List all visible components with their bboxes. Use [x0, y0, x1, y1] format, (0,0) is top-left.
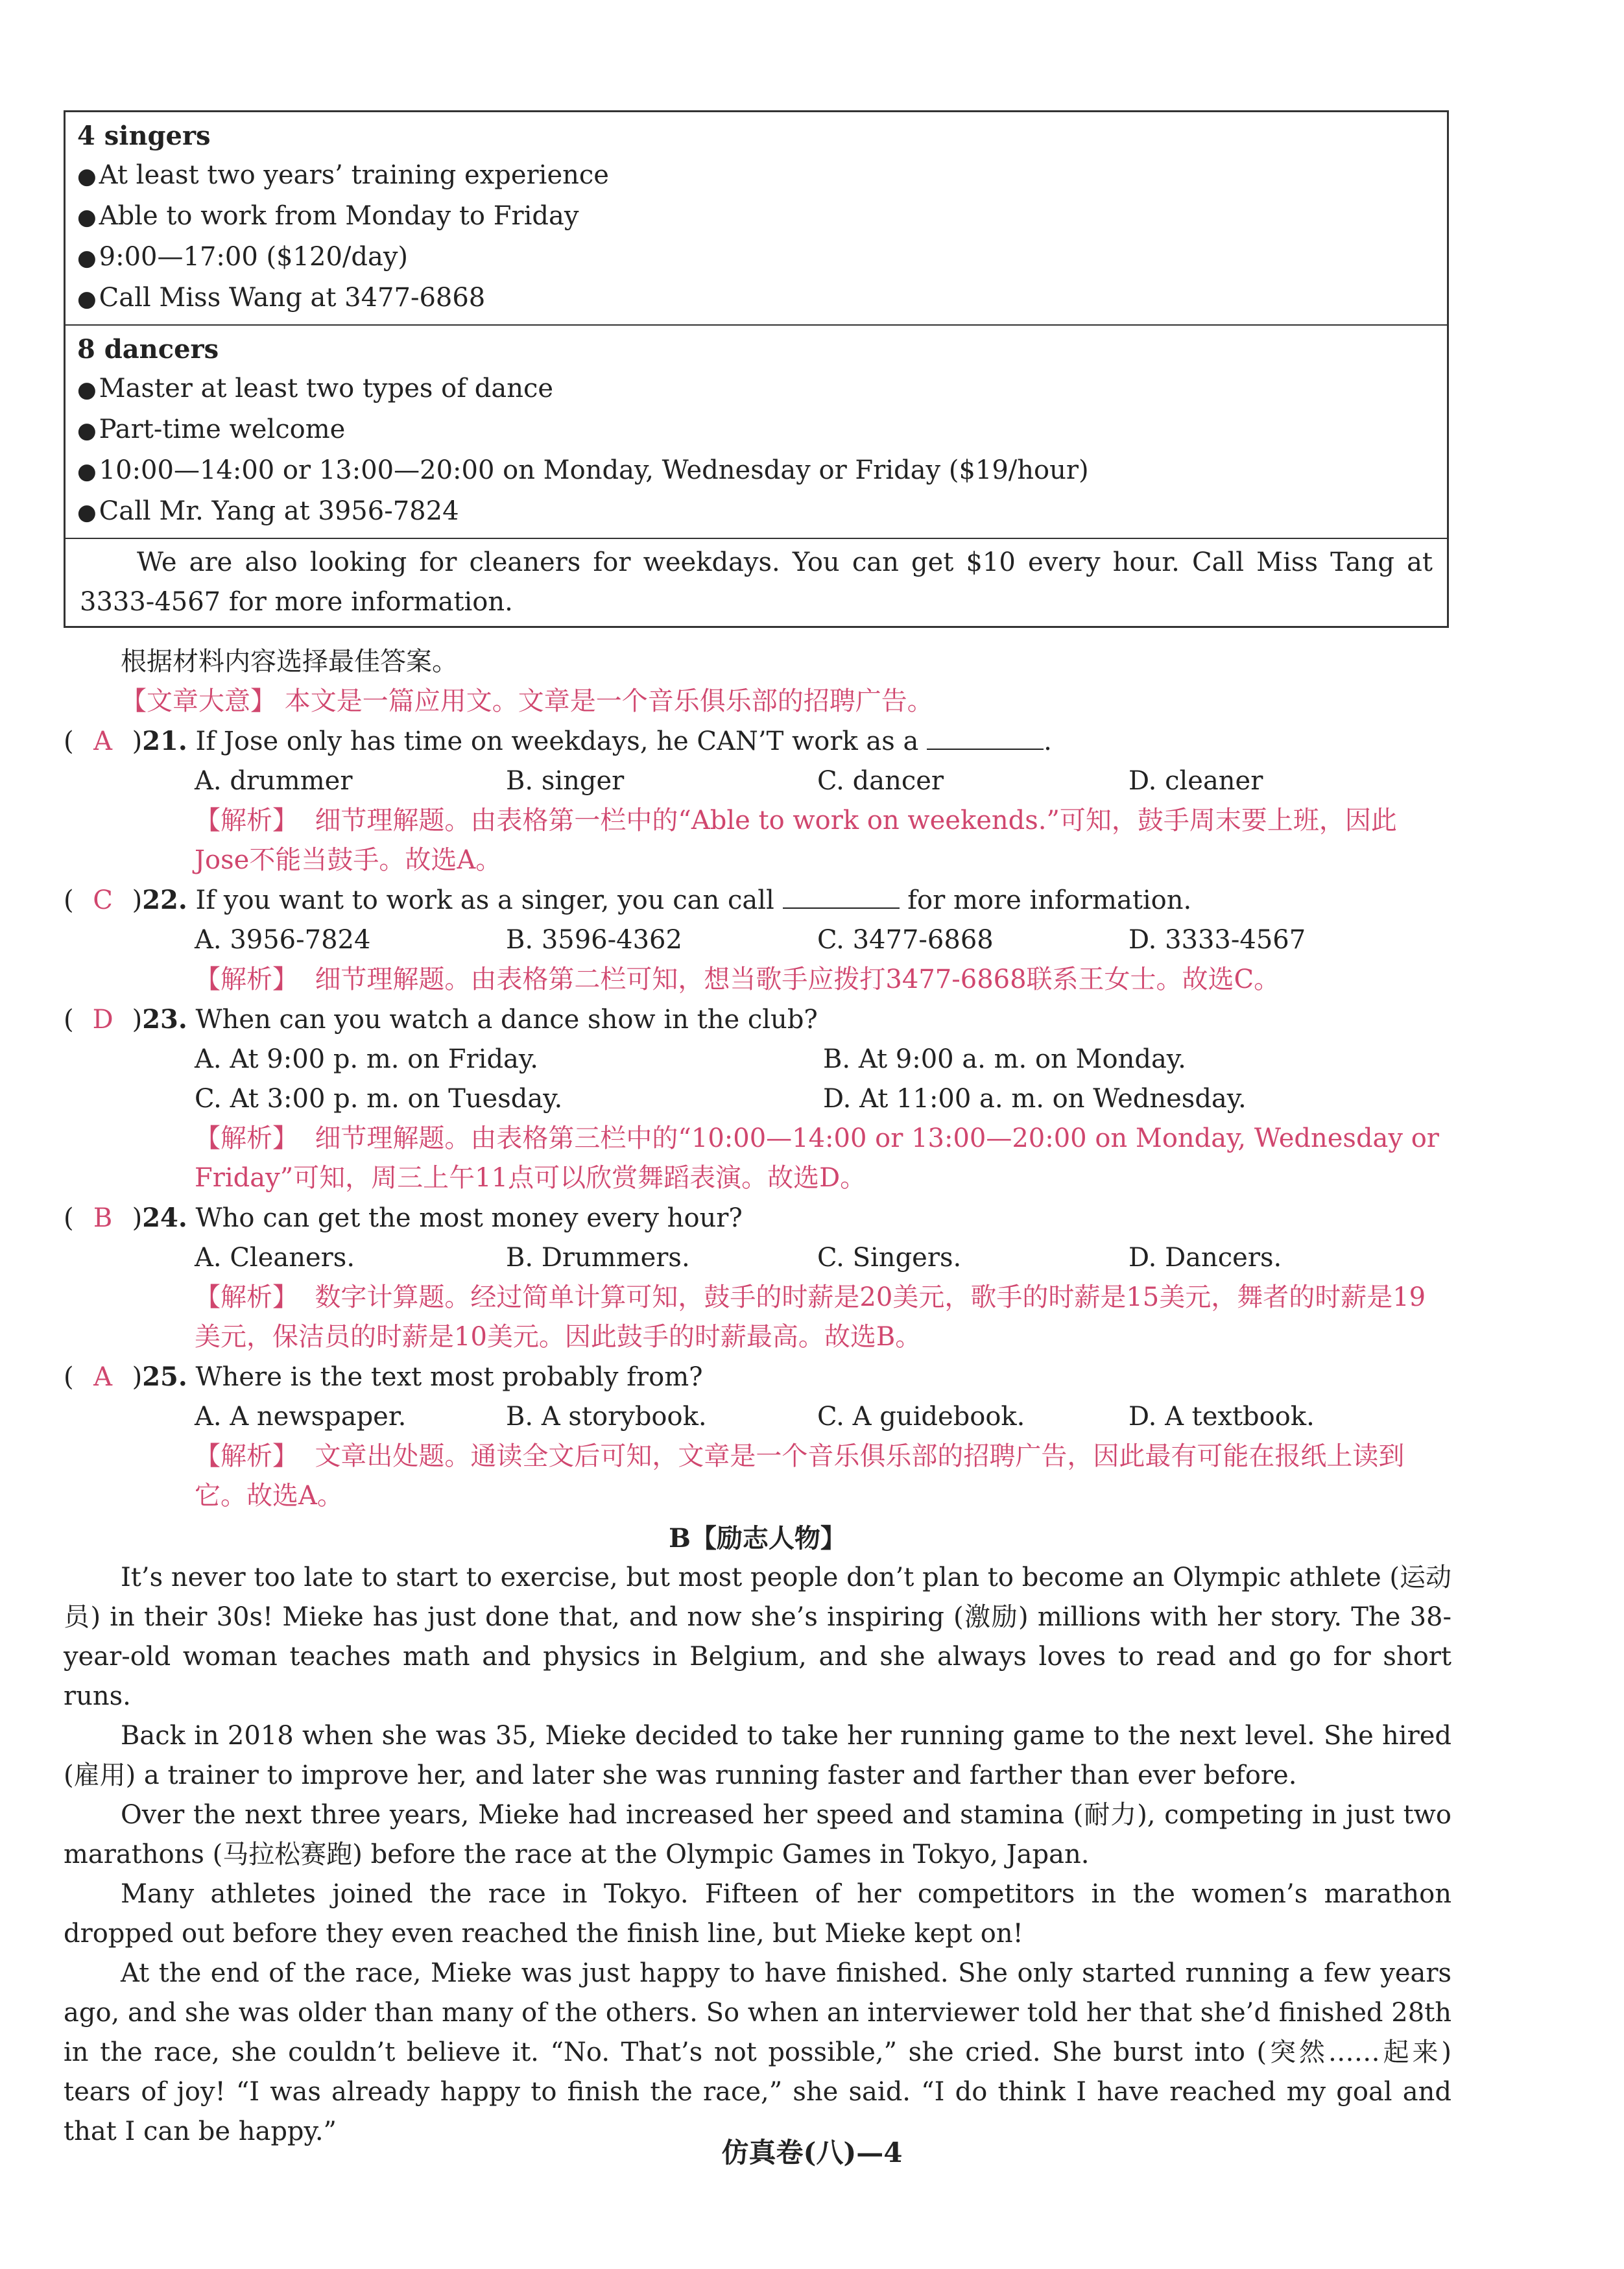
- option: D. Dancers.: [1128, 1243, 1282, 1273]
- answer: B: [93, 1203, 113, 1233]
- dancers-item: ● 10:00—14:00 or 13:00—20:00 on Monday, Wednesday or Friday ($19/hour): [77, 451, 1435, 492]
- option: B. At 9:00 a. m. on Monday.: [823, 1044, 1186, 1074]
- passage-paragraph: Many athletes joined the race in Tokyo. Fifteen of her competitors in the women’s marathon dropped out before they even reached the finish line, but Mieke kept on!: [64, 1879, 1451, 1949]
- question-25: ( A )25. Where is the text most probably from?: [64, 1357, 1451, 1397]
- explanation: 【解析】 细节理解题。由表格第三栏中的“10:00—14:00 or 13:00—20:00 on Monday, Wednesday or Friday”可知，周三上午11点可以欣赏舞蹈表演。故选D。: [195, 1123, 1439, 1193]
- option: A. Cleaners.: [195, 1243, 355, 1273]
- question-stem: When can you watch a dance show in the club?: [195, 1005, 818, 1035]
- option: A. A newspaper.: [195, 1402, 407, 1432]
- passage-paragraph: Back in 2018 when she was 35, Mieke decided to take her running game to the next level. She hired (雇用) a trainer to improve her, and later she was running faster and farther than ever before.: [64, 1721, 1451, 1790]
- job-ad-table: [64, 110, 1449, 628]
- question-stem: If Jose only has time on weekdays, he CAN’T work as a: [195, 726, 919, 756]
- options: [64, 762, 1451, 801]
- singers-item: ● Able to work from Monday to Friday: [77, 197, 1435, 237]
- article-summary: [64, 682, 1451, 721]
- options: [64, 920, 1451, 960]
- option: B. A storybook.: [506, 1402, 707, 1432]
- option: B. singer: [506, 766, 625, 796]
- singers-title: 4 singers: [77, 121, 211, 151]
- question-number: 21.: [142, 726, 187, 756]
- passage-paragraph: At the end of the race, Mieke was just happy to have finished. She only started running a few years ago, and she was older than many of the others. So when an interviewer told her that she’d finished 28th in the race, she couldn’t believe it. “No. That’s not possible,” she cried. She burst into (突然……起来) tears of joy! “I was already happy to finish the race,” she said. “I do think I have reached my goal and that I can be happy.”: [64, 1958, 1451, 2146]
- option: D. At 11:00 a. m. on Wednesday.: [823, 1084, 1247, 1114]
- answer: A: [93, 726, 113, 756]
- question-number: 25.: [142, 1362, 187, 1392]
- instruction: 根据材料内容选择最佳答案。: [121, 647, 458, 677]
- option: D. 3333-4567: [1128, 925, 1306, 955]
- passage-paragraph: Over the next three years, Mieke had increased her speed and stamina (耐力), competing in just two marathons (马拉松赛跑) before the race at the Olympic Games in Tokyo, Japan.: [64, 1800, 1451, 1869]
- dancers-item: ● Master at least two types of dance: [77, 369, 1435, 410]
- question-number: 22.: [142, 885, 187, 915]
- question-stem: If you want to work as a singer, you can call: [195, 885, 774, 915]
- question-22: ( C )22. If you want to work as a singer, you can call for more information.: [64, 880, 1451, 920]
- answer: C: [93, 885, 113, 915]
- options: [64, 1040, 1451, 1079]
- explanation: 【解析】 数字计算题。经过简单计算可知，鼓手的时薪是20美元，歌手的时薪是15美元，舞者的时薪是19美元，保洁员的时薪是10美元。因此鼓手的时薪最高。故选B。: [195, 1282, 1426, 1352]
- option: C. A guidebook.: [817, 1402, 1025, 1432]
- question-21: ( A )21. If Jose only has time on weekdays, he CAN’T work as a .: [64, 721, 1451, 762]
- page-footer: 仿真卷(八)—4: [721, 2137, 903, 2168]
- section-b-heading: B【励志人物】: [669, 1523, 846, 1554]
- answer-blank: [927, 723, 1044, 750]
- option: C. Singers.: [817, 1243, 962, 1273]
- passage-paragraph: It’s never too late to start to exercise, but most people don’t plan to become an Olympic athlete (运动员) in their 30s! Mieke has just done that, and now she’s inspiring (激励) millions with her story. The 38-year-old woman teaches math and physics in Belgium, and she always loves to read and go for short runs.: [64, 1563, 1451, 1711]
- dancers-item: ● Part-time welcome: [77, 410, 1435, 451]
- option: B. 3596-4362: [506, 925, 682, 955]
- answer: D: [92, 1005, 113, 1035]
- explanation: 【解析】 文章出处题。通读全文后可知，文章是一个音乐俱乐部的招聘广告，因此最有可能在报纸上读到它。故选A。: [195, 1441, 1405, 1511]
- question-stem: Who can get the most money every hour?: [195, 1203, 743, 1233]
- explanation: 【解析】 细节理解题。由表格第二栏可知，想当歌手应拨打3477-6868联系王女士。故选C。: [195, 965, 1280, 994]
- option: C. dancer: [817, 766, 944, 796]
- option: D. A textbook.: [1128, 1402, 1315, 1432]
- options: [64, 1238, 1451, 1278]
- dancers-title: 8 dancers: [77, 334, 219, 365]
- cleaners-note: We are also looking for cleaners for weekdays. You can get $10 every hour. Call Miss Tang at 3333-4567 for more information.: [80, 547, 1433, 617]
- options: [64, 1079, 1451, 1119]
- option: A. At 9:00 p. m. on Friday.: [195, 1044, 538, 1074]
- singers-section: [66, 112, 1447, 326]
- option: A. 3956-7824: [195, 925, 371, 955]
- option: D. cleaner: [1128, 766, 1263, 796]
- questions-area: [64, 642, 1451, 2152]
- dancers-section: [66, 326, 1447, 539]
- explanation: 【解析】 细节理解题。由表格第一栏中的“Able to work on weekends.”可知，鼓手周末要上班，因此Jose不能当鼓手。故选A。: [195, 806, 1397, 875]
- summary-text: 本文是一篇应用文。文章是一个音乐俱乐部的招聘广告。: [284, 686, 933, 716]
- singers-item: ● Call Miss Wang at 3477-6868: [77, 278, 1435, 319]
- singers-item: ● 9:00—17:00 ($120/day): [77, 237, 1435, 278]
- dancers-item: ● Call Mr. Yang at 3956-7824: [77, 492, 1435, 533]
- option: C. At 3:00 p. m. on Tuesday.: [195, 1084, 563, 1114]
- question-number: 23.: [142, 1004, 187, 1035]
- question-stem: Where is the text most probably from?: [195, 1362, 703, 1392]
- question-24: ( B )24. Who can get the most money every hour?: [64, 1198, 1451, 1238]
- answer: A: [93, 1362, 113, 1392]
- question-number: 24.: [142, 1203, 187, 1233]
- option: B. Drummers.: [506, 1243, 690, 1273]
- option: C. 3477-6868: [817, 925, 994, 955]
- singers-item: ● At least two years’ training experience: [77, 156, 1435, 197]
- question-23: ( D )23. When can you watch a dance show in the club?: [64, 1000, 1451, 1040]
- options: [64, 1397, 1451, 1437]
- summary-tag: 【文章大意】: [121, 686, 276, 716]
- option: A. drummer: [195, 766, 353, 796]
- answer-blank: [783, 882, 900, 909]
